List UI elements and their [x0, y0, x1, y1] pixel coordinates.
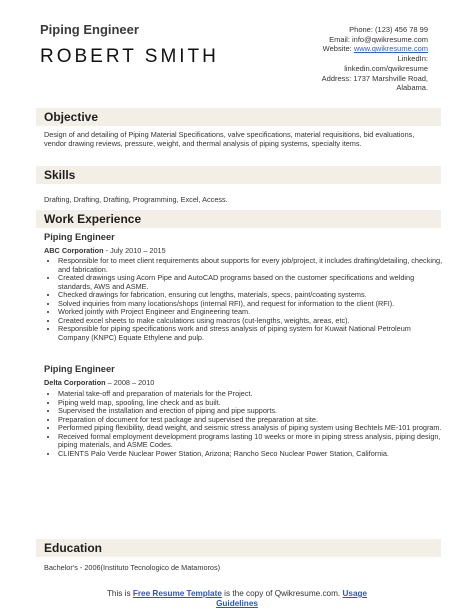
footer-note	[0, 589, 474, 609]
list-item: • Created excel sheets to make calculations using macros (cut-lengths, weights, areas, etc).	[58, 317, 444, 326]
address-value-1: 1737 Marshville Road,	[353, 73, 428, 83]
linkedin-label: LinkedIn:	[397, 54, 428, 64]
phone-value: (123) 456 78 99	[375, 25, 428, 34]
list-item: • Responsible for piping specifications work and stress analysis of piping system for Kuwait National Petroleum Company (KNPC) Equate Ethylene and pulp.	[58, 325, 444, 342]
skills-heading: Skills	[44, 168, 76, 182]
usage-guidelines-link-part1[interactable]: Usage	[342, 589, 368, 598]
list-item: • Responsible for to meet client requirements about supports for every job/project, it includes drafting/detailing, checking, and fabrication.	[58, 257, 444, 274]
skills-text: Drafting, Drafting, Drafting, Programming, Excel, Access.	[44, 195, 228, 204]
website-line	[228, 44, 428, 54]
website-label: Website:	[322, 44, 352, 54]
list-item: • Material take-off and preparation of materials for the Project.	[58, 390, 444, 399]
list-item: • Solved inquiries from many locations/shops (internal RFI), and request for information to the client (RFI).	[58, 300, 444, 309]
education-text: Bachelor's - 2006(Instituto Tecnologico de Matamoros)	[44, 563, 221, 572]
experience-heading: Work Experience	[44, 212, 142, 226]
job-1-company: ABC Corporation	[44, 246, 104, 255]
resume-header	[40, 22, 440, 102]
list-item: • Worked jointly with Project Engineer and Engineering team.	[58, 308, 444, 317]
list-item: • Created drawings using Acorn Pipe and AutoCAD programs based on the customer specifications and welding standards, AWS and ASME.	[58, 274, 444, 291]
footer-prefix: This is	[106, 589, 133, 598]
address-label: Address:	[321, 73, 352, 83]
job-1-company-line	[44, 246, 166, 255]
skills-section-bar	[36, 166, 441, 184]
email-line	[228, 35, 428, 45]
contact-block	[228, 25, 428, 93]
job-2-company-line	[44, 378, 154, 387]
job-1-role: Piping Engineer	[44, 232, 115, 242]
website-link[interactable]: www.qwikresume.com	[353, 44, 428, 54]
email-value: info@qwikresume.com	[352, 34, 428, 44]
footer-middle: is the copy of Qwikresume.com.	[221, 589, 343, 598]
list-item: • Performed piping flexibility, dead weight, and seismic stress analysis of piping system using Bechtels ME-101 program.	[58, 424, 444, 433]
objective-text: Design of and detailing of Piping Material Specifications, valve specifications, material requisitions, bid evaluations, vendor drawing reviews, pressure, weight, and thermal analysis of piping systems, specialty items.	[44, 130, 415, 148]
list-item: • Checked drawings for fabrication, ensuring cut lengths, materials, specs, paint/coating systems.	[58, 291, 444, 300]
address-value-2: Alabama.	[396, 83, 428, 93]
list-item: • CLIENTS Palo Verde Nuclear Power Station, Arizona; Rancho Seco Nuclear Power Station, California.	[58, 450, 444, 459]
job-title: Piping Engineer	[40, 22, 139, 37]
job-2-dates: – 2008 – 2010	[105, 378, 155, 387]
list-item: • Supervised the installation and erection of piping and pipe supports.	[58, 407, 444, 416]
job-2-bullets	[44, 390, 444, 458]
linkedin-value: linkedin.com/qwikresume	[344, 63, 428, 73]
job-1-bullets	[44, 257, 444, 342]
job-2-company: Delta Corporation	[44, 378, 106, 387]
free-resume-template-link[interactable]: Free Resume Template	[132, 589, 222, 598]
phone-label: Phone:	[349, 25, 373, 34]
job-1-dates: - July 2010 – 2015	[103, 246, 166, 255]
education-heading: Education	[44, 541, 103, 555]
candidate-name: ROBERT SMITH	[40, 46, 219, 67]
list-item: • Piping weld map, spooling, line check and as built.	[58, 399, 444, 408]
list-item: • Preparation of document for test package and supervised the preparation at site.	[58, 416, 444, 425]
usage-guidelines-link-part2[interactable]: Guidelines	[216, 599, 258, 608]
address-line	[228, 74, 428, 84]
phone-line	[228, 25, 428, 35]
list-item: • Received formal employment development programs lasting 10 weeks or more in piping stress analysis, piping design, piping materials, and ASME Codes.	[58, 433, 444, 450]
job-2-role: Piping Engineer	[44, 364, 115, 374]
email-label: Email:	[329, 34, 350, 44]
objective-heading: Objective	[44, 110, 99, 124]
